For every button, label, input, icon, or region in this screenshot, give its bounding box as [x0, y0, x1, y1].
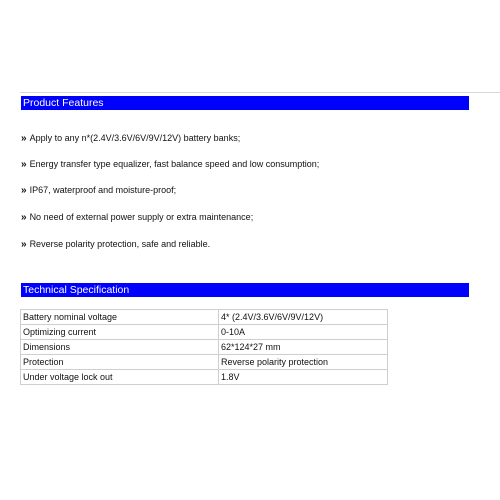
spec-param: Dimensions	[21, 340, 219, 355]
spec-value: 62*124*27 mm	[219, 340, 388, 355]
spec-table	[20, 309, 388, 385]
double-chevron-icon: »	[21, 133, 26, 144]
double-chevron-icon: »	[21, 159, 26, 170]
feature-item	[21, 131, 240, 145]
table-row	[21, 325, 388, 340]
table-row	[21, 370, 388, 385]
double-chevron-icon: »	[21, 212, 26, 223]
feature-text: IP67, waterproof and moisture-proof;	[29, 185, 177, 195]
feature-text: Energy transfer type equalizer, fast balance speed and low consumption;	[29, 159, 320, 169]
spec-value: 1.8V	[219, 370, 388, 385]
feature-item	[21, 157, 319, 171]
top-divider	[20, 92, 500, 93]
spec-value: 4* (2.4V/3.6V/6V/9V/12V)	[219, 310, 388, 325]
spec-param: Optimizing current	[21, 325, 219, 340]
technical-specification-header: Technical Specification	[21, 283, 469, 297]
feature-item	[21, 210, 253, 224]
spec-value: Reverse polarity protection	[219, 355, 388, 370]
spec-param: Protection	[21, 355, 219, 370]
spec-value: 0-10A	[219, 325, 388, 340]
feature-item	[21, 237, 210, 251]
table-row	[21, 310, 388, 325]
product-features-header: Product Features	[21, 96, 469, 110]
spec-param: Battery nominal voltage	[21, 310, 219, 325]
table-row	[21, 340, 388, 355]
table-row	[21, 355, 388, 370]
double-chevron-icon: »	[21, 185, 26, 196]
double-chevron-icon: »	[21, 239, 26, 250]
feature-text: No need of external power supply or extra maintenance;	[29, 212, 254, 222]
feature-item	[21, 183, 176, 197]
feature-text: Apply to any n*(2.4V/3.6V/6V/9V/12V) battery banks;	[29, 133, 241, 143]
spec-param: Under voltage lock out	[21, 370, 219, 385]
feature-text: Reverse polarity protection, safe and reliable.	[29, 239, 211, 249]
